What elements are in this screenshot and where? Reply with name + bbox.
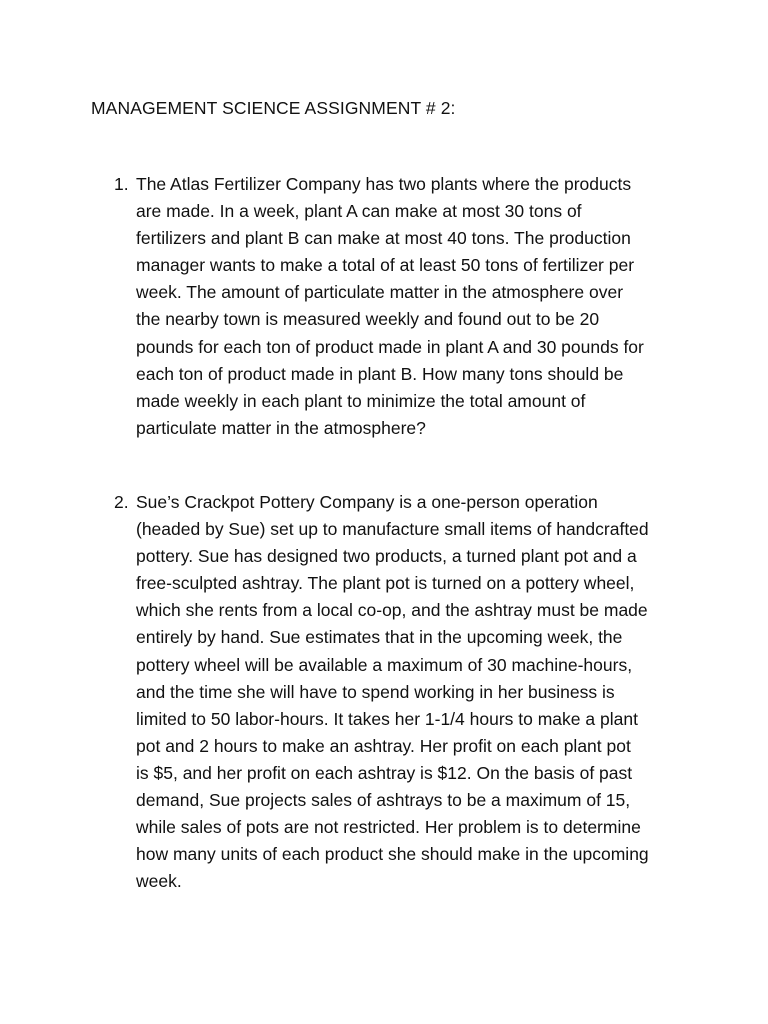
document-title: MANAGEMENT SCIENCE ASSIGNMENT # 2: (91, 98, 456, 118)
text-line: demand, Sue projects sales of ashtrays to be a maximum of 15, (136, 790, 631, 811)
text-line: is $5, and her profit on each ashtray is $12. On the basis of past (136, 762, 633, 783)
text-line: pounds for each ton of product made in plant A and 30 pounds for (136, 336, 644, 357)
problem-text (136, 489, 696, 895)
text-line: limited to 50 labor-hours. It takes her 1-1/4 hours to make a plant (136, 708, 638, 729)
problem-number: 2. (114, 492, 129, 512)
text-line: pot and 2 hours to make an ashtray. Her profit on each plant pot (136, 735, 631, 756)
text-line: pottery wheel will be available a maximum of 30 machine-hours, (136, 654, 633, 675)
text-line: made weekly in each plant to minimize the total amount of (136, 390, 586, 411)
text-line: manager wants to make a total of at least 50 tons of fertilizer per (136, 255, 635, 276)
text-line: pottery. Sue has designed two products, a turned plant pot and a (136, 546, 637, 567)
text-line: (headed by Sue) set up to manufacture small items of handcrafted (136, 519, 649, 540)
text-line: week. (136, 871, 182, 892)
text-line: and the time she will have to spend working in her business is (136, 681, 615, 702)
text-line: entirely by hand. Sue estimates that in the upcoming week, the (136, 627, 623, 648)
problem-text (136, 171, 696, 442)
text-line: each ton of product made in plant B. How many tons should be (136, 363, 624, 384)
text-line: free-sculpted ashtray. The plant pot is turned on a pottery wheel, (136, 573, 635, 594)
text-line: how many units of each product she should make in the upcoming (136, 844, 649, 865)
text-line: The Atlas Fertilizer Company has two plants where the products (136, 174, 632, 194)
problem-number: 1. (114, 174, 129, 194)
text-line: week. The amount of particulate matter in the atmosphere over (136, 282, 624, 303)
text-line: fertilizers and plant B can make at most 40 tons. The production (136, 228, 631, 249)
text-line: particulate matter in the atmosphere? (136, 417, 426, 438)
text-line: Sue’s Crackpot Pottery Company is a one-person operation (136, 492, 598, 512)
text-line: which she rents from a local co-op, and the ashtray must be made (136, 600, 648, 621)
text-line: are made. In a week, plant A can make at most 30 tons of (136, 201, 582, 222)
text-line: while sales of pots are not restricted. Her problem is to determine (136, 817, 641, 838)
text-line: the nearby town is measured weekly and found out to be 20 (136, 309, 600, 330)
